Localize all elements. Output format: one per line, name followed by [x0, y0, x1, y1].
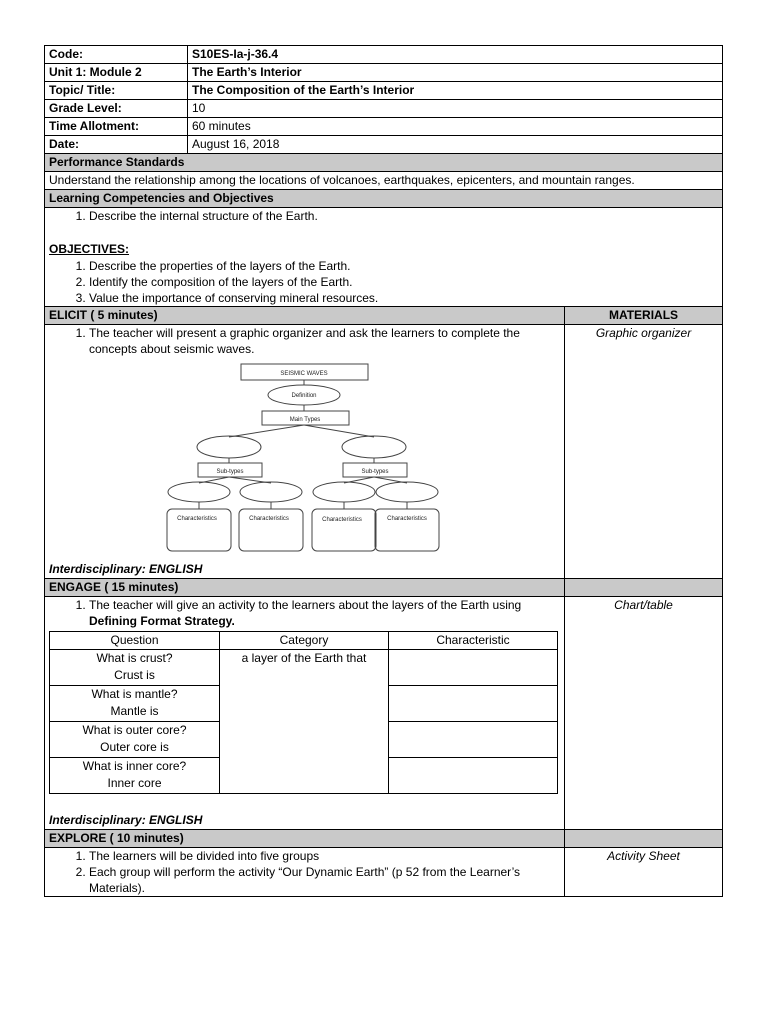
- characteristic-cell: [389, 722, 558, 758]
- elicit-interdisciplinary: Interdisciplinary: ENGLISH: [49, 562, 203, 576]
- organizer-main-types-label: Main Types: [289, 417, 321, 423]
- explore-heading-row: [45, 830, 723, 848]
- topic-label: Topic/ Title:: [45, 82, 188, 100]
- question-cell: What is outer core? Outer core is: [50, 722, 220, 758]
- organizer-characteristics-label: Characteristics: [322, 517, 362, 523]
- unit-value: The Earth’s Interior: [188, 64, 723, 82]
- competencies-heading: Learning Competencies and Objectives: [45, 190, 723, 208]
- date-row: [45, 136, 723, 154]
- explore-list: [49, 848, 560, 896]
- engage-item-text: The teacher will give an activity to the learners about the layers of the Earth using: [89, 598, 522, 612]
- organizer-characteristics-label: Characteristics: [177, 516, 217, 522]
- table-header-row: [50, 632, 558, 650]
- competencies-body-row: [45, 208, 723, 307]
- explore-heading: EXPLORE ( 10 minutes): [45, 830, 565, 848]
- explore-item: 1. The learners will be divided into five groups: [89, 848, 560, 864]
- code-row: [45, 46, 723, 64]
- organizer-subtype-oval: [313, 482, 375, 502]
- objective-item: 2. Identify the composition of the layers of the Earth.: [89, 274, 718, 290]
- explore-material: Activity Sheet: [565, 848, 723, 897]
- code-value: S10ES-Ia-j-36.4: [188, 46, 723, 64]
- unit-label: Unit 1: Module 2: [45, 64, 188, 82]
- competencies-heading-row: [45, 190, 723, 208]
- competency-item: 1. Describe the internal structure of the Earth.: [89, 208, 718, 224]
- elicit-item: 1. The teacher will present a graphic organizer and ask the learners to complete the concepts about seismic waves.: [89, 325, 560, 357]
- elicit-material: Graphic organizer: [565, 325, 723, 579]
- column-header-characteristic: Characteristic: [389, 632, 558, 650]
- elicit-heading: ELICIT ( 5 minutes): [45, 307, 565, 325]
- engage-material: Chart/table: [565, 597, 723, 830]
- elicit-body-row: [45, 325, 723, 579]
- organizer-type-oval: [197, 436, 261, 458]
- organizer-subtypes-label: Sub-types: [361, 469, 389, 475]
- engage-body: [45, 597, 565, 830]
- grade-row: [45, 100, 723, 118]
- organizer-characteristics-box: [312, 509, 376, 551]
- lesson-plan-table: [44, 45, 723, 897]
- time-row: [45, 118, 723, 136]
- seismic-waves-graphic-organizer: [159, 361, 459, 561]
- explore-body-row: [45, 848, 723, 897]
- organizer-characteristics-label: Characteristics: [249, 516, 289, 522]
- materials-heading: MATERIALS: [565, 307, 723, 325]
- organizer-subtype-oval: [376, 482, 438, 502]
- explore-item: 2. Each group will perform the activity “Our Dynamic Earth” (p 52 from the Learner’s Materials).: [89, 864, 560, 896]
- engage-item: [89, 597, 560, 629]
- objectives-heading: OBJECTIVES:: [49, 242, 130, 256]
- competencies-list: [49, 208, 718, 224]
- category-cell: a layer of the Earth that: [220, 650, 389, 794]
- characteristic-cell: [389, 686, 558, 722]
- engage-body-row: [45, 597, 723, 830]
- time-value: 60 minutes: [188, 118, 723, 136]
- date-label: Date:: [45, 136, 188, 154]
- topic-value: The Composition of the Earth’s Interior: [188, 82, 723, 100]
- competencies-body: [45, 208, 723, 307]
- characteristic-cell: [389, 650, 558, 686]
- code-label: Code:: [45, 46, 188, 64]
- column-header-category: Category: [220, 632, 389, 650]
- elicit-heading-row: [45, 307, 723, 325]
- topic-row: [45, 82, 723, 100]
- performance-text-row: [45, 172, 723, 190]
- question-cell: What is crust? Crust is: [50, 650, 220, 686]
- objective-item: 3. Value the importance of conserving mineral resources.: [89, 290, 718, 306]
- objectives-list: [49, 258, 718, 306]
- explore-body: [45, 848, 565, 897]
- engage-list: [49, 597, 560, 629]
- characteristic-cell: [389, 758, 558, 794]
- date-value: August 16, 2018: [188, 136, 723, 154]
- organizer-subtype-oval: [168, 482, 230, 502]
- elicit-body: [45, 325, 565, 579]
- engage-heading: ENGAGE ( 15 minutes): [45, 579, 565, 597]
- performance-text: Understand the relationship among the locations of volcanoes, earthquakes, epicenters, and mountain ranges.: [45, 172, 723, 190]
- organizer-subtypes-label: Sub-types: [216, 469, 244, 475]
- unit-row: [45, 64, 723, 82]
- question-cell: What is mantle? Mantle is: [50, 686, 220, 722]
- column-header-question: Question: [50, 632, 220, 650]
- organizer-top-label: SEISMIC WAVES: [280, 371, 328, 377]
- performance-heading: Performance Standards: [45, 154, 723, 172]
- organizer-definition-label: Definition: [291, 393, 317, 399]
- organizer-characteristics-label: Characteristics: [387, 516, 427, 522]
- organizer-type-oval: [342, 436, 406, 458]
- engage-interdisciplinary: Interdisciplinary: ENGLISH: [49, 813, 203, 827]
- grade-label: Grade Level:: [45, 100, 188, 118]
- engage-heading-row: [45, 579, 723, 597]
- time-label: Time Allotment:: [45, 118, 188, 136]
- grade-value: 10: [188, 100, 723, 118]
- table-row: [50, 650, 558, 686]
- question-cell: What is inner core? Inner core: [50, 758, 220, 794]
- engage-strategy: Defining Format Strategy.: [89, 614, 235, 628]
- objective-item: 1. Describe the properties of the layers of the Earth.: [89, 258, 718, 274]
- elicit-list: [49, 325, 560, 357]
- defining-format-table: [49, 631, 558, 794]
- organizer-subtype-oval: [240, 482, 302, 502]
- performance-heading-row: [45, 154, 723, 172]
